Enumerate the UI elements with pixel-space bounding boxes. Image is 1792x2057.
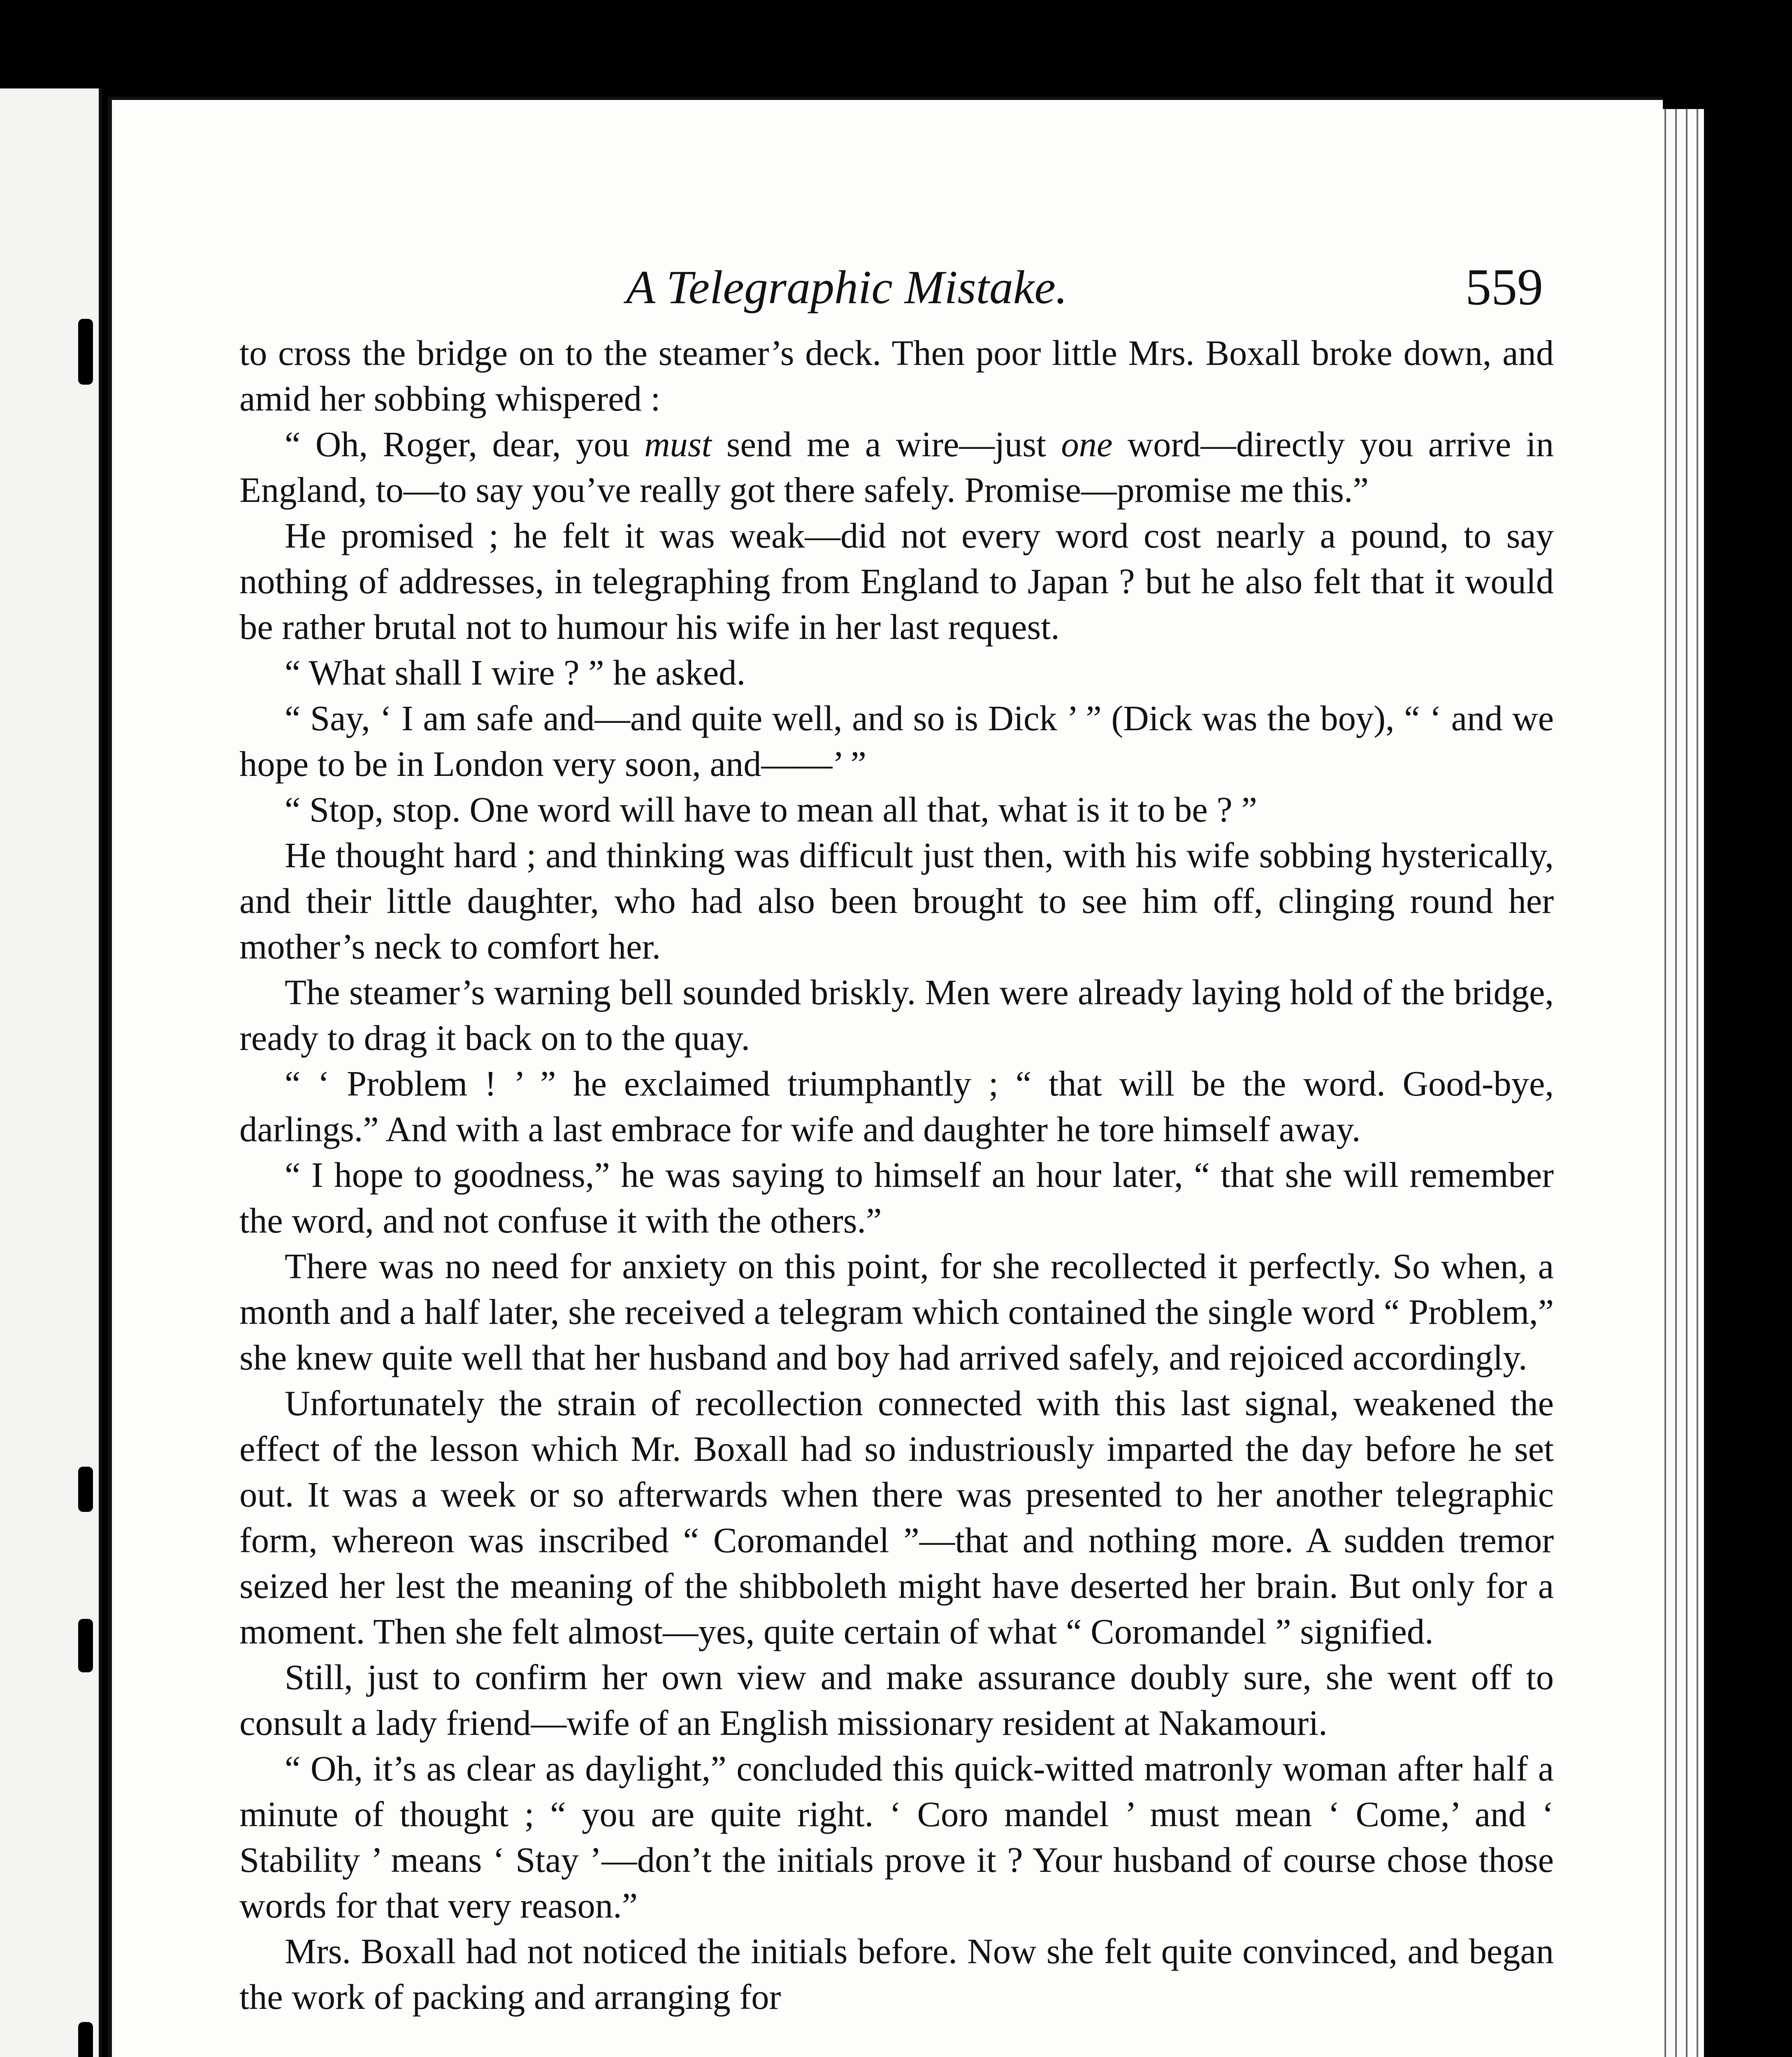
paragraph — [239, 422, 1554, 513]
paragraph: Unfortunately the strain of recollection connected with this last signal, weakened the effect of the lesson which Mr. Boxall had so industriously imparted the day before he set out. It was a week or so afterwards when there was presented to her another telegraphic form, whereon was inscribed “ Coromandel ”—that and nothing more. A sudden tremor seized her lest the meaning of the shibboleth might have deserted her brain. But only for a moment. Then she felt almost—yes, quite certain of what “ Coromandel ” signified. — [239, 1384, 1554, 1651]
paragraph: Mrs. Boxall had not noticed the initials before. Now she felt quite convinced, and began the work of packing and arranging for — [239, 1932, 1554, 2017]
paragraph: “ What shall I wire ? ” he asked. — [285, 653, 746, 692]
paragraph: “ I hope to goodness,” he was saying to himself an hour later, “ that she will remember the word, and not confuse it with the others.” — [239, 1155, 1554, 1240]
paragraph: He thought hard ; and thinking was difficult just then, with his wife sobbing hysterically, and their little daughter, who had also been brought to see him off, clinging round her mother’s neck to comfort her. — [239, 836, 1554, 966]
paragraph: There was no need for anxiety on this point, for she recollected it perfectly. So when, a month and a half later, she received a telegram which contained the single word “ Problem,” she knew quite well that her husband and boy had arrived safely, and rejoiced accordingly. — [239, 1247, 1554, 1377]
binding-mark — [78, 1467, 93, 1512]
emphasis: must — [644, 425, 712, 464]
binding-mark — [78, 2022, 93, 2057]
binding-mark — [78, 319, 93, 385]
binding-mark — [78, 1619, 93, 1672]
paragraph: “ Say, ‘ I am safe and—and quite well, and so is Dick ’ ” (Dick was the boy), “ ‘ and we hope to be in London very soon, and——’ ” — [239, 699, 1554, 784]
text-run: send me a wire—just — [711, 425, 1061, 464]
page-stack-edge — [1659, 109, 1704, 2057]
text-run: word—directly you arrive in England, to—to say you’ve really got there safely. Promise—promise me this.” — [239, 425, 1554, 510]
paragraph: Still, just to confirm her own view and make assurance doubly sure, she went off to consult a lady friend—wife of an English missionary resident at Nakamouri. — [239, 1658, 1554, 1743]
previous-page-edge — [0, 88, 102, 2057]
page-number: 559 — [1465, 259, 1543, 316]
paragraph: “ ‘ Problem ! ’ ” he exclaimed triumphantly ; “ that will be the word. Good-bye, darlings.” And with a last embrace for wife and daughter he tore himself away. — [239, 1064, 1554, 1149]
text-run: “ Oh, Roger, dear, you — [285, 425, 645, 464]
body-text — [239, 330, 1554, 2020]
running-title: A Telegraphic Mistake. — [626, 261, 1068, 314]
paragraph: “ Oh, it’s as clear as daylight,” concluded this quick-witted matronly woman after half a minute of thought ; “ you are quite right. ‘ Coro mandel ’ must mean ‘ Come,’ and ‘ Stability ’ means ‘ Stay ’—don’t the initials prove it ? Your husband of course chose those words for that very reason.” — [239, 1749, 1554, 1925]
paragraph: The steamer’s warning bell sounded briskly. Men were already laying hold of the bridge, ready to drag it back on to the quay. — [239, 973, 1554, 1058]
paragraph: “ Stop, stop. One word will have to mean all that, what is it to be ? ” — [285, 790, 1257, 829]
emphasis: one — [1061, 425, 1113, 464]
book-page — [108, 97, 1663, 2057]
page-header — [112, 260, 1663, 326]
paragraph: to cross the bridge on to the steamer’s deck. Then poor little Mrs. Boxall broke down, and amid her sobbing whispered : — [239, 333, 1554, 418]
paragraph: He promised ; he felt it was weak—did not every word cost nearly a pound, to say nothing of addresses, in telegraphing from England to Japan ? but he also felt that it would be rather brutal not to humour his wife in her last request. — [239, 516, 1554, 647]
